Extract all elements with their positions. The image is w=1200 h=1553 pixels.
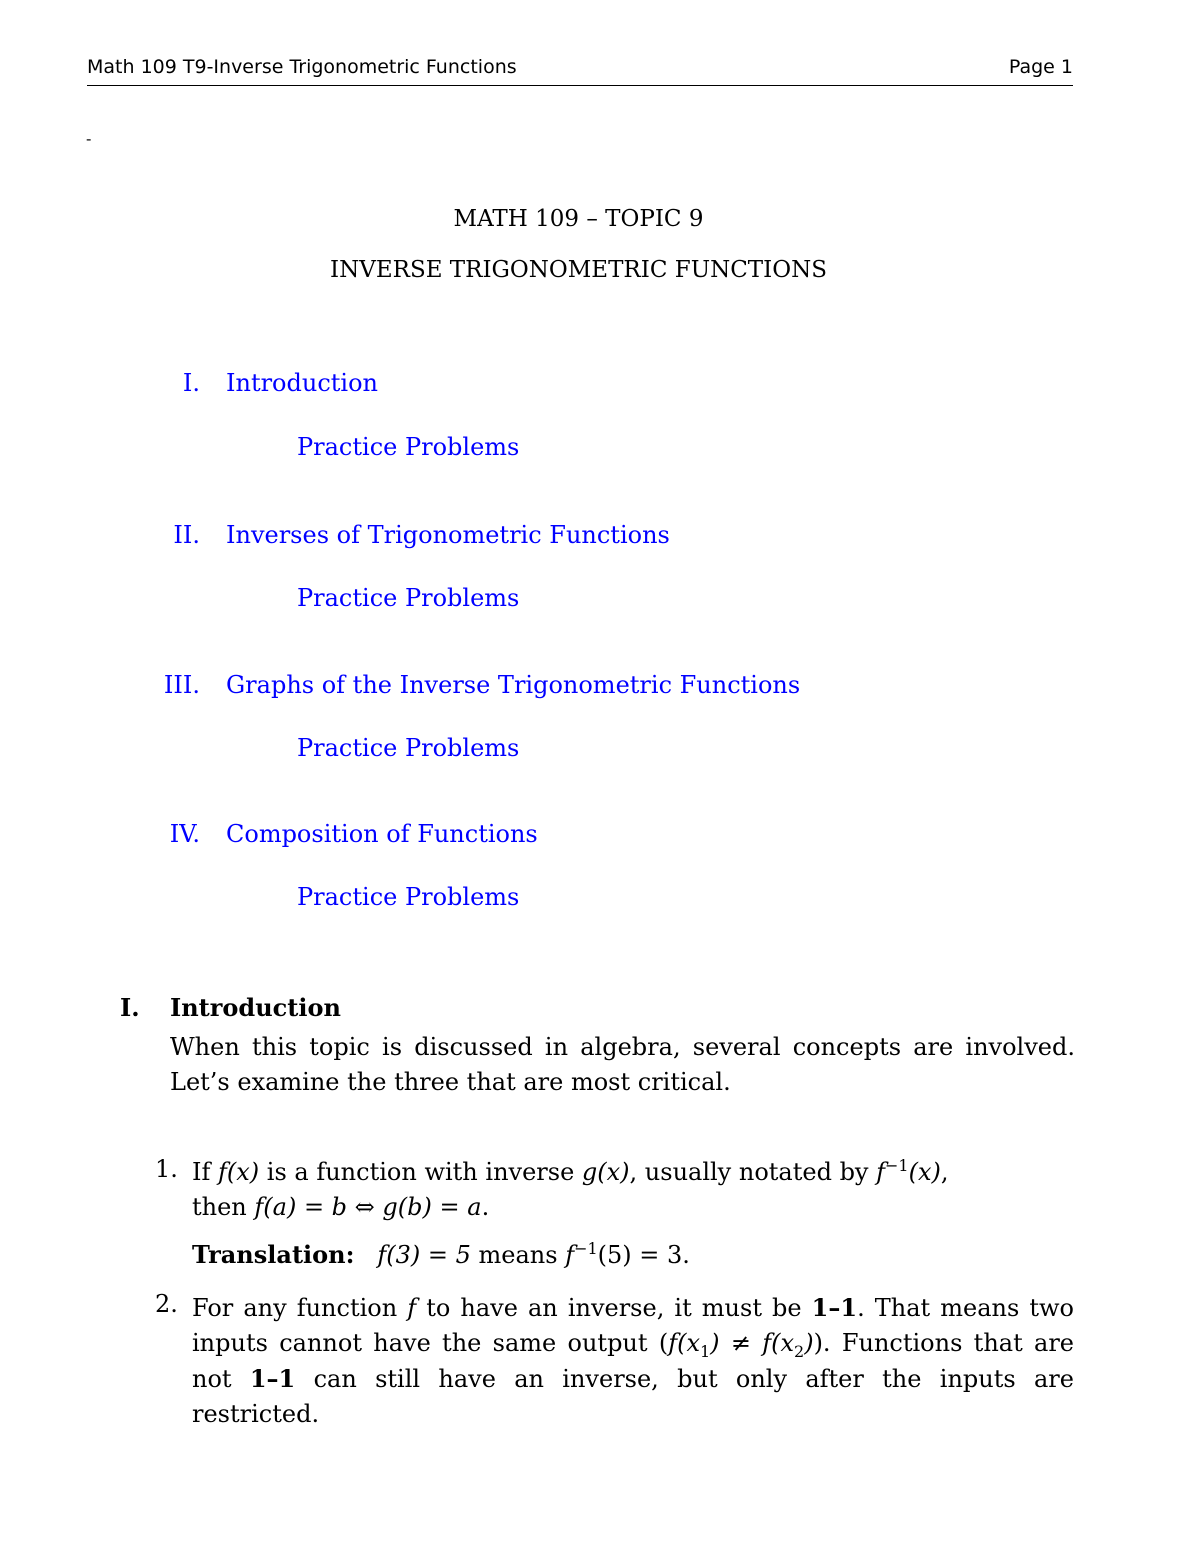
toc-number: IV. xyxy=(169,820,200,848)
item-line: then f(a) = b ⇔ g(b) = a. xyxy=(192,1193,490,1221)
translation-line: Translation: f(3) = 5 means $f^{-1}(5) = 3$. xyxy=(192,1239,690,1269)
document-subtitle: INVERSE TRIGONOMETRIC FUNCTIONS xyxy=(330,257,827,283)
toc-link-practice-problems[interactable]: Practice Problems xyxy=(297,584,520,612)
toc-link-introduction[interactable]: Introduction xyxy=(226,369,378,397)
toc-number: III. xyxy=(163,671,200,699)
toc-link-practice-problems[interactable]: Practice Problems xyxy=(297,883,520,911)
list-item xyxy=(192,1155,1074,1273)
toc-number: I. xyxy=(182,369,200,397)
page-number: Page 1 xyxy=(1008,56,1073,78)
section-intro-paragraph: When this topic is discussed in algebra, several concepts are involved. Let’s examine the three that are most critical. xyxy=(170,1033,1075,1096)
toc-link-practice-problems[interactable]: Practice Problems xyxy=(297,734,520,762)
translation-label: Translation: xyxy=(192,1240,355,1269)
toc-link-inverses[interactable]: Inverses of Trigonometric Functions xyxy=(226,521,670,549)
header-title: Math 109 T9-Inverse Trigonometric Functions xyxy=(87,56,517,78)
section-title: Introduction xyxy=(170,993,341,1022)
toc-link-composition[interactable]: Composition of Functions xyxy=(226,820,538,848)
toc-number: II. xyxy=(173,521,200,549)
stray-mark: - xyxy=(86,129,92,148)
running-header xyxy=(87,56,1073,78)
list-item: For any function f to have an inverse, it must be 1–1. That means two inputs cannot have the same output $(f(x_1) \ne f(x_2))$. Functions that are not 1–1 can still have an inverse, but only after the inputs are restricted. xyxy=(192,1293,1075,1428)
section-number: I. xyxy=(120,993,140,1022)
list-item-number: 2. xyxy=(155,1290,178,1318)
header-rule xyxy=(87,85,1073,86)
document-title: MATH 109 – TOPIC 9 xyxy=(453,206,704,232)
toc-link-practice-problems[interactable]: Practice Problems xyxy=(297,433,520,461)
list-item-number: 1. xyxy=(155,1155,178,1183)
item-line: If f(x) is a function with inverse g(x), usually notated by $f^{-1}(x)$, xyxy=(192,1156,949,1186)
toc-link-graphs[interactable]: Graphs of the Inverse Trigonometric Functions xyxy=(226,671,801,699)
